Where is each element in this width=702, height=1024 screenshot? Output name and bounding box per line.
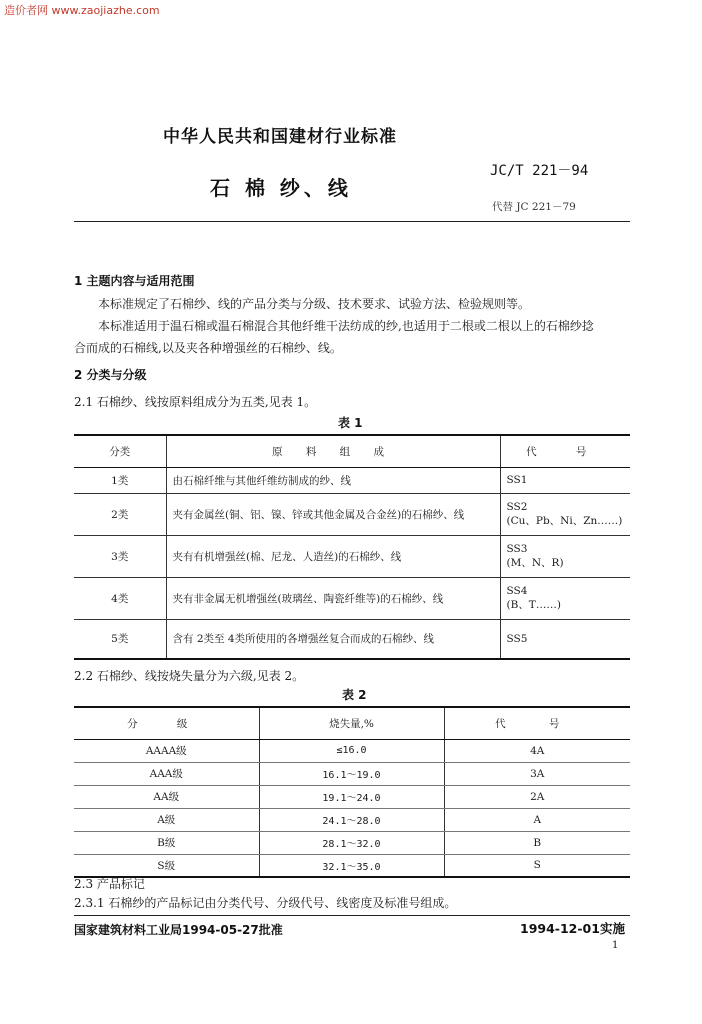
table-2-cell-grade: AAA级 (74, 762, 259, 785)
page-number: 1 (612, 940, 619, 951)
table-2-header-grade: 分 级 (74, 707, 259, 739)
table-1-cell-code (500, 467, 630, 493)
table-row (74, 831, 630, 854)
approval-line: 国家建筑材料工业局1994-05-27批准 (74, 923, 283, 937)
table-2-header-loss: 烧失量,% (259, 707, 444, 739)
table-2-cell-loss: 19.1～24.0 (259, 785, 444, 808)
table-2-cell-code: 3A (444, 762, 630, 785)
document-title: 石 棉 纱、线 (210, 176, 352, 200)
replaces-note: 代替 JC 221－79 (492, 201, 576, 213)
table-1-cell-composition: 夹有非金属无机增强丝(玻璃丝、陶瓷纤维等)的石棉纱、线 (166, 577, 500, 619)
table-1-cell-code (500, 493, 630, 535)
table-2-cell-grade: S级 (74, 854, 259, 877)
table-1-code-sub: (Cu、Pb、Ni、Zn……) (506, 514, 623, 527)
table-row (74, 619, 630, 659)
table-1-cell-code (500, 619, 630, 659)
section-1-paragraph-2a: 本标准适用于温石棉或温石棉混合其他纤维干法纺成的纱,也适用于二根或二根以上的石棉纱捻 (98, 319, 594, 333)
table-row (74, 467, 630, 493)
table-1-code-sub: (M、N、R) (506, 556, 564, 569)
table-2-header-code: 代 号 (444, 707, 630, 739)
table-row (74, 854, 630, 877)
table-2-cell-loss: 32.1～35.0 (259, 854, 444, 877)
table-2-header-row (74, 707, 630, 739)
table-row (74, 808, 630, 831)
standard-code: JC/T 221－94 (490, 163, 589, 179)
table-row (74, 493, 630, 535)
table-1-code-main: SS1 (506, 474, 528, 486)
table-1-cell-class: 1类 (74, 467, 166, 493)
table-1-cell-code (500, 535, 630, 577)
table-2-cell-code: 4A (444, 739, 630, 762)
site-watermark: 造价者网 www.zaojiazhe.com (4, 4, 160, 17)
table-1-cell-code (500, 577, 630, 619)
section-1-paragraph-1: 本标准规定了石棉纱、线的产品分类与分级、技术要求、试验方法、检验规则等。 (98, 297, 531, 311)
table-1-cell-composition: 夹有有机增强丝(棉、尼龙、人造丝)的石棉纱、线 (166, 535, 500, 577)
table-2-cell-code: S (444, 854, 630, 877)
section-2-heading: 2 分类与分级 (74, 368, 147, 382)
table-1-cell-class: 4类 (74, 577, 166, 619)
table-2-cell-grade: A级 (74, 808, 259, 831)
table-1-cell-composition: 含有 2类至 4类所使用的各增强丝复合而成的石棉纱、线 (166, 619, 500, 659)
section-1-heading: 1 主题内容与适用范围 (74, 274, 195, 288)
table-1-cell-class: 5类 (74, 619, 166, 659)
table-1-header-code: 代 号 (500, 435, 630, 467)
table-row (74, 785, 630, 808)
table-row (74, 577, 630, 619)
table-2-cell-code: B (444, 831, 630, 854)
table-2-cell-code: 2A (444, 785, 630, 808)
table-2-caption: 表 2 (342, 688, 367, 702)
table-row (74, 739, 630, 762)
table-1-code-sub: (B、T……) (506, 598, 561, 611)
table-1-code-main: SS2 (506, 500, 528, 513)
header-divider (74, 221, 630, 222)
table-1-cell-class: 2类 (74, 493, 166, 535)
table-2-cell-loss: 24.1～28.0 (259, 808, 444, 831)
table-1-header-composition: 原 料 组 成 (166, 435, 500, 467)
table-row (74, 762, 630, 785)
table-2-cell-grade: B级 (74, 831, 259, 854)
effective-date-line: 1994-12-01实施 (520, 921, 625, 936)
table-1-code-main: SS3 (506, 542, 528, 555)
table-1-caption: 表 1 (338, 416, 363, 430)
table-1-header-class: 分类 (74, 435, 166, 467)
footer-divider (74, 915, 630, 916)
table-row (74, 535, 630, 577)
table-2-cell-grade: AAAA级 (74, 739, 259, 762)
table-2-cell-loss: 28.1～32.0 (259, 831, 444, 854)
table-1-cell-composition: 由石棉纤维与其他纤维纺制成的纱、线 (166, 467, 500, 493)
table-2-cell-loss: 16.1～19.0 (259, 762, 444, 785)
table-2 (74, 706, 630, 878)
table-1 (74, 434, 630, 660)
section-1-paragraph-2b: 合而成的石棉线,以及夹各种增强丝的石棉纱、线。 (74, 341, 342, 355)
table-2-cell-code: A (444, 808, 630, 831)
table-2-cell-loss: ≤16.0 (259, 739, 444, 762)
table-1-cell-composition: 夹有金属丝(铜、铝、镍、锌或其他金属及合金丝)的石棉纱、线 (166, 493, 500, 535)
clause-2-3: 2.3 产品标记 (74, 877, 145, 891)
clause-2-1: 2.1 石棉纱、线按原料组成分为五类,见表 1。 (74, 395, 317, 409)
clause-2-3-1: 2.3.1 石棉纱的产品标记由分类代号、分级代号、线密度及标准号组成。 (74, 896, 457, 910)
table-1-header-row (74, 435, 630, 467)
table-2-cell-grade: AA级 (74, 785, 259, 808)
table-1-code-main: SS5 (506, 632, 528, 645)
table-1-code-main: SS4 (506, 584, 528, 597)
standard-title: 中华人民共和国建材行业标准 (163, 127, 397, 147)
clause-2-2: 2.2 石棉纱、线按烧失量分为六级,见表 2。 (74, 669, 305, 683)
table-1-cell-class: 3类 (74, 535, 166, 577)
